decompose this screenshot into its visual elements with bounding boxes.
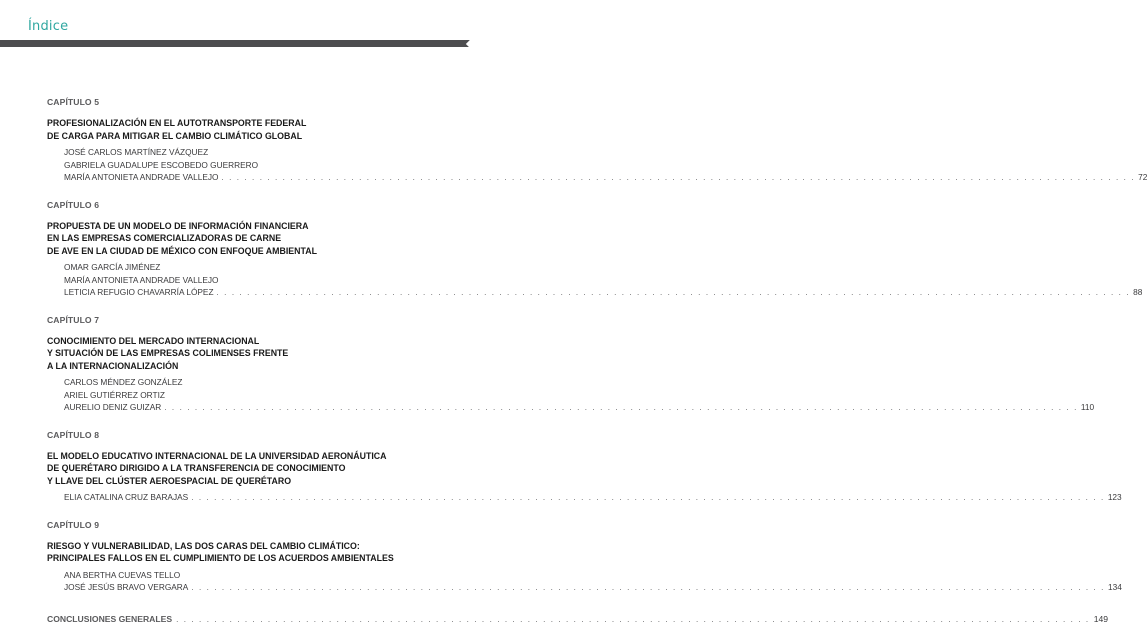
- chapter-title: EL MODELO EDUCATIVO INTERNACIONAL DE LA UNIVERSIDAD AERONÁUTICA DE QUERÉTARO DIRIGIDO A LA TRANSFERENCIA DE CONOCIMIENTO Y LLAVE DEL CLÚSTER AEROESPACIAL DE QUERÉTARO: [47, 450, 387, 486]
- author-name: MARÍA ANTONIETA ANDRADE VALLEJO: [64, 172, 219, 182]
- author-name: MARÍA ANTONIETA ANDRADE VALLEJO: [64, 274, 219, 285]
- author-row: [64, 401, 1095, 415]
- author-list: [47, 146, 1147, 185]
- author-name: ARIEL GUTIÉRREZ ORTIZ: [64, 389, 165, 400]
- conclusions-label: CONCLUSIONES GENERALES: [47, 613, 173, 624]
- author-row: [64, 286, 1143, 300]
- dot-leader: . . . . . . . . . . . . . . . . . . . . . . . . . . . . . . . . . . . . . . . . . . . . . . . . . . . . . . . . . . . . . . . . . . . . . . . . . . . . . . . . . . . . . . . . . . . . . . . . . . . . . . . . . . . . . . . . . . . . . . . .: [221, 173, 1136, 182]
- chapter-entry[interactable]: [47, 519, 1122, 595]
- chapter-label: CAPÍTULO 7: [47, 314, 100, 325]
- dot-leader: . . . . . . . . . . . . . . . . . . . . . . . . . . . . . . . . . . . . . . . . . . . . . . . . . . . . . . . . . . . . . . . . . . . . . . . . . . . . . . . . . . . . . . . . . . . . . . . . . . . . . . . . . . . . . . . . . . . . . . . .: [176, 614, 1090, 624]
- chapter-title: PROPUESTA DE UN MODELO DE INFORMACIÓN FINANCIERA EN LAS EMPRESAS COMERCIALIZADORAS DE CARNE DE AVE EN LA CIUDAD DE MÉXICO CON ENFOQUE AMBIENTAL: [47, 220, 317, 256]
- header-bar: [0, 40, 480, 47]
- dot-leader: . . . . . . . . . . . . . . . . . . . . . . . . . . . . . . . . . . . . . . . . . . . . . . . . . . . . . . . . . . . . . . . . . . . . . . . . . . . . . . . . . . . . . . . . . . . . . . . . . . . . . . . . . . . . . . . . . . . . . . . .: [164, 403, 1078, 412]
- author-row: [64, 569, 435, 582]
- chapter-title: CONOCIMIENTO DEL MERCADO INTERNACIONAL Y SITUACIÓN DE LAS EMPRESAS COLIMENSES FRENTE A LA INTERNACIONALIZACIÓN: [47, 335, 289, 371]
- author-row: [64, 491, 1122, 505]
- chapter-entry[interactable]: [47, 199, 1143, 300]
- author-row: [64, 159, 435, 172]
- author-name: JOSÉ CARLOS MARTÍNEZ VÁZQUEZ: [64, 147, 209, 157]
- toc-entry-conclusions[interactable]: [47, 613, 1109, 626]
- page-number: 149: [1093, 613, 1109, 624]
- chapter-label: CAPÍTULO 9: [47, 519, 100, 530]
- page-title: Índice: [28, 19, 69, 34]
- author-row: [64, 376, 435, 389]
- page-number: 110: [1080, 402, 1095, 412]
- chapter-list: [47, 97, 1147, 595]
- author-row: [64, 146, 435, 159]
- chapter-entry[interactable]: [47, 314, 1095, 415]
- page-number: 134: [1107, 582, 1122, 592]
- header-bar-corner: [466, 30, 494, 58]
- author-list: [47, 261, 1143, 300]
- author-name: OMAR GARCÍA JIMÉNEZ: [64, 262, 161, 272]
- author-name: AURELIO DENIZ GUIZAR: [64, 402, 162, 412]
- chapter-label: CAPÍTULO 8: [47, 429, 100, 440]
- dot-leader: . . . . . . . . . . . . . . . . . . . . . . . . . . . . . . . . . . . . . . . . . . . . . . . . . . . . . . . . . . . . . . . . . . . . . . . . . . . . . . . . . . . . . . . . . . . . . . . . . . . . . . . . . . . . . . . . . . . . . . . .: [216, 288, 1131, 297]
- author-name: GABRIELA GUADALUPE ESCOBEDO GUERRERO: [64, 159, 259, 170]
- table-of-contents: [47, 97, 1147, 626]
- author-name: ELIA CATALINA CRUZ BARAJAS: [64, 492, 189, 502]
- chapter-title: RIESGO Y VULNERABILIDAD, LAS DOS CARAS DEL CAMBIO CLIMÁTICO: PRINCIPALES FALLOS EN EL CUMPLIMIENTO DE LOS ACUERDOS AMBIENTALES: [47, 540, 394, 563]
- chapter-entry[interactable]: [47, 429, 1122, 505]
- author-row: [64, 581, 1122, 595]
- author-row: [64, 171, 1147, 185]
- chapter-title: PROFESIONALIZACIÓN EN EL AUTOTRANSPORTE FEDERAL DE CARGA PARA MITIGAR EL CAMBIO CLIMÁTICO GLOBAL: [47, 118, 307, 141]
- author-name: ANA BERTHA CUEVAS TELLO: [64, 569, 181, 580]
- chapter-entry[interactable]: [47, 97, 1147, 185]
- author-list: [47, 491, 1122, 505]
- author-name: CARLOS MÉNDEZ GONZÁLEZ: [64, 377, 183, 387]
- page-number: 88: [1133, 287, 1143, 297]
- author-name: LETICIA REFUGIO CHAVARRÍA LÓPEZ: [64, 287, 214, 297]
- page-number: 72: [1138, 172, 1147, 182]
- author-list: [47, 376, 1095, 415]
- dot-leader: . . . . . . . . . . . . . . . . . . . . . . . . . . . . . . . . . . . . . . . . . . . . . . . . . . . . . . . . . . . . . . . . . . . . . . . . . . . . . . . . . . . . . . . . . . . . . . . . . . . . . . . . . . . . . . . . . . . . . . . .: [191, 583, 1105, 592]
- author-row: [64, 389, 435, 402]
- dot-leader: . . . . . . . . . . . . . . . . . . . . . . . . . . . . . . . . . . . . . . . . . . . . . . . . . . . . . . . . . . . . . . . . . . . . . . . . . . . . . . . . . . . . . . . . . . . . . . . . . . . . . . . . . . . . . . . . . . . . . . . .: [191, 493, 1105, 502]
- author-name: JOSÉ JESÚS BRAVO VERGARA: [64, 582, 189, 592]
- author-list: [47, 569, 1122, 595]
- author-row: [64, 274, 435, 287]
- chapter-label: CAPÍTULO 6: [47, 199, 100, 210]
- author-row: [64, 261, 435, 274]
- chapter-label: CAPÍTULO 5: [47, 97, 100, 107]
- page-number: 123: [1107, 492, 1122, 502]
